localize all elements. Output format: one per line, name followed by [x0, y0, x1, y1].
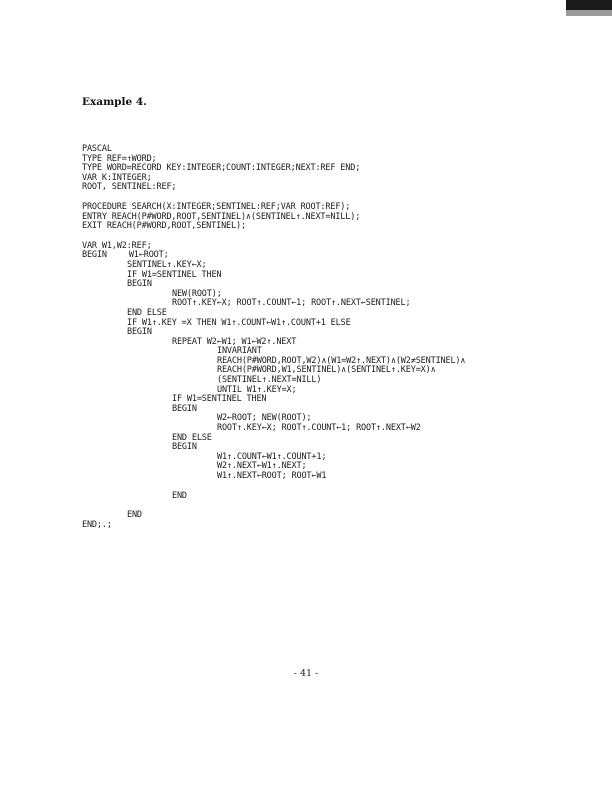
code-line: IF W1↑.KEY =X THEN W1↑.COUNT←W1↑.COUNT+1 ELSE: [127, 317, 351, 328]
blank-line: [82, 482, 602, 492]
code-line: BEGIN: [172, 442, 197, 453]
page-number: - 41 -: [293, 668, 319, 679]
code-line: IF W1=SENTINEL THEN: [172, 394, 267, 405]
code-line: REPEAT W2←W1; W1←W2↑.NEXT: [172, 336, 297, 347]
code-line: (SENTINEL↑.NEXT=NILL): [217, 375, 322, 386]
code-line: REACH(P#WORD,W1,SENTINEL)∧(SENTINEL↑.KEY=X)∧: [217, 365, 436, 376]
code-line: ROOT, SENTINEL:REF;: [82, 182, 177, 193]
code-listing: [82, 145, 602, 530]
corner-scan-mark: [566, 0, 612, 10]
code-line: PROCEDURE SEARCH(X:INTEGER;SENTINEL:REF;VAR ROOT:REF);: [82, 201, 351, 212]
blank-line: [82, 501, 602, 511]
code-line: ROOT↑.KEY←X; ROOT↑.COUNT←1; ROOT↑.NEXT←W2: [217, 423, 421, 434]
example-heading: Example 4.: [82, 96, 147, 108]
code-line: END;.;: [82, 519, 112, 530]
code-line: W2←ROOT; NEW(ROOT);: [217, 413, 312, 424]
code-line: ENTRY REACH(P#WORD,ROOT,SENTINEL)∧(SENTINEL↑.NEXT=NILL);: [82, 211, 361, 222]
code-line: REACH(P#WORD,ROOT,W2)∧(W1=W2↑.NEXT)∧(W2≠SENTINEL)∧: [217, 355, 466, 366]
code-line: END ELSE: [127, 307, 167, 318]
code-line: BEGIN: [127, 279, 152, 290]
code-line: W1↑.COUNT←W1↑.COUNT+1;: [217, 451, 327, 462]
code-line: EXIT REACH(P#WORD,ROOT,SENTINEL);: [82, 221, 246, 232]
corner-scan-mark-lower: [566, 10, 612, 16]
code-line: END ELSE: [172, 432, 212, 443]
code-line: IF W1=SENTINEL THEN: [127, 269, 222, 280]
blank-line: [82, 232, 602, 242]
code-text: W1←ROOT;: [128, 250, 169, 261]
code-line: BEGIN: [172, 403, 197, 414]
code-line: END: [172, 490, 187, 501]
code-line: UNTIL W1↑.KEY=X;: [217, 384, 297, 395]
code-line: TYPE WORD=RECORD KEY:INTEGER;COUNT:INTEGER;NEXT:REF END;: [82, 163, 361, 174]
code-line: PASCAL: [82, 144, 112, 154]
code-line: END: [127, 510, 142, 521]
code-line: INVARIANT: [217, 346, 262, 357]
code-line: TYPE REF=↑WORD;: [82, 153, 157, 164]
code-line: VAR K:INTEGER;: [82, 172, 152, 183]
code-line: BEGIN: [127, 327, 152, 338]
code-line: W1↑.NEXT←ROOT; ROOT←W1: [217, 471, 327, 481]
code-line: W2↑.NEXT←W1↑.NEXT;: [217, 461, 307, 472]
code-line: VAR W1,W2:REF;: [82, 240, 152, 251]
code-line: NEW(ROOT);: [172, 288, 222, 299]
code-keyword: BEGIN: [82, 250, 107, 261]
code-line: ROOT↑.KEY←X; ROOT↑.COUNT←1; ROOT↑.NEXT←SENTINEL;: [172, 298, 411, 309]
code-line: SENTINEL↑.KEY←X;: [127, 259, 207, 270]
